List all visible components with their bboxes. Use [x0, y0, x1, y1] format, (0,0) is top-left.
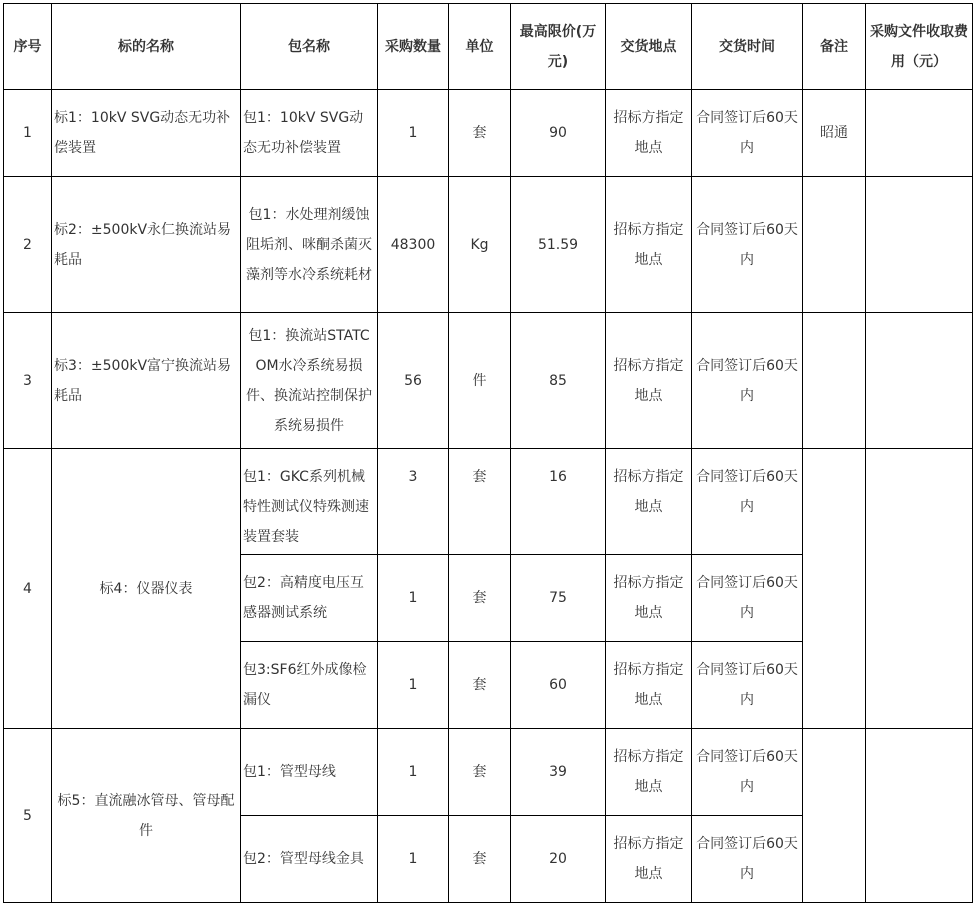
- header-quantity: 采购数量: [378, 4, 449, 90]
- cell-price-limit: 20: [511, 816, 606, 903]
- cell-seq: 3: [4, 313, 52, 449]
- cell-price-limit: 85: [511, 313, 606, 449]
- cell-package-name: 包1：水处理剂缓蚀阻垢剂、咪酮杀菌灭藻剂等水冷系统耗材: [241, 177, 378, 313]
- procurement-table: [3, 3, 973, 903]
- cell-delivery-time: 合同签订后60天内: [692, 816, 803, 903]
- cell-unit: 套: [449, 729, 511, 816]
- cell-delivery-place: 招标方指定地点: [606, 555, 692, 642]
- header-delivery-time: 交货时间: [692, 4, 803, 90]
- table-row: [4, 313, 973, 449]
- header-price-limit: 最高限价(万元): [511, 4, 606, 90]
- cell-delivery-place: 招标方指定地点: [606, 642, 692, 729]
- cell-quantity: 1: [378, 729, 449, 816]
- cell-package-name: 包1：换流站STATCOM水冷系统易损件、换流站控制保护系统易损件: [241, 313, 378, 449]
- cell-seq: 1: [4, 90, 52, 177]
- cell-unit: 套: [449, 449, 511, 555]
- cell-lot-name: 标4：仪器仪表: [52, 449, 241, 729]
- cell-delivery-place: 招标方指定地点: [606, 729, 692, 816]
- cell-delivery-time: 合同签订后60天内: [692, 642, 803, 729]
- cell-package-name: 包3:SF6红外成像检漏仪: [241, 642, 378, 729]
- cell-price-limit: 39: [511, 729, 606, 816]
- table-row: [4, 90, 973, 177]
- cell-delivery-place: 招标方指定地点: [606, 177, 692, 313]
- cell-package-name: 包2：管型母线金具: [241, 816, 378, 903]
- cell-doc-fee: [866, 729, 973, 903]
- cell-unit: Kg: [449, 177, 511, 313]
- cell-delivery-time: 合同签订后60天内: [692, 555, 803, 642]
- cell-delivery-place: 招标方指定地点: [606, 449, 692, 555]
- cell-delivery-place: 招标方指定地点: [606, 313, 692, 449]
- cell-seq: 4: [4, 449, 52, 729]
- cell-delivery-time: 合同签订后60天内: [692, 449, 803, 555]
- header-unit: 单位: [449, 4, 511, 90]
- cell-unit: 套: [449, 90, 511, 177]
- header-doc-fee: 采购文件收取费用（元）: [866, 4, 973, 90]
- cell-seq: 5: [4, 729, 52, 903]
- cell-lot-name: 标2：±500kV永仁换流站易耗品: [52, 177, 241, 313]
- cell-quantity: 56: [378, 313, 449, 449]
- cell-price-limit: 60: [511, 642, 606, 729]
- cell-package-name: 包2：高精度电压互感器测试系统: [241, 555, 378, 642]
- cell-quantity: 48300: [378, 177, 449, 313]
- cell-doc-fee: [866, 449, 973, 729]
- cell-delivery-place: 招标方指定地点: [606, 816, 692, 903]
- header-seq: 序号: [4, 4, 52, 90]
- cell-doc-fee: [866, 177, 973, 313]
- cell-seq: 2: [4, 177, 52, 313]
- cell-lot-name: 标3：±500kV富宁换流站易耗品: [52, 313, 241, 449]
- cell-delivery-time: 合同签订后60天内: [692, 177, 803, 313]
- table-row: [4, 729, 973, 816]
- cell-quantity: 1: [378, 816, 449, 903]
- cell-price-limit: 51.59: [511, 177, 606, 313]
- cell-package-name: 包1：10kV SVG动态无功补偿装置: [241, 90, 378, 177]
- cell-quantity: 1: [378, 555, 449, 642]
- header-lot-name: 标的名称: [52, 4, 241, 90]
- cell-price-limit: 75: [511, 555, 606, 642]
- cell-lot-name: 标1：10kV SVG动态无功补偿装置: [52, 90, 241, 177]
- cell-quantity: 3: [378, 449, 449, 555]
- cell-package-name: 包1：管型母线: [241, 729, 378, 816]
- cell-remarks: [803, 177, 866, 313]
- cell-remarks: 昭通: [803, 90, 866, 177]
- cell-unit: 件: [449, 313, 511, 449]
- cell-remarks: [803, 449, 866, 729]
- cell-delivery-place: 招标方指定地点: [606, 90, 692, 177]
- header-package-name: 包名称: [241, 4, 378, 90]
- header-remarks: 备注: [803, 4, 866, 90]
- cell-price-limit: 16: [511, 449, 606, 555]
- cell-unit: 套: [449, 816, 511, 903]
- table-row: [4, 177, 973, 313]
- cell-price-limit: 90: [511, 90, 606, 177]
- cell-doc-fee: [866, 313, 973, 449]
- cell-remarks: [803, 729, 866, 903]
- cell-unit: 套: [449, 642, 511, 729]
- table-row: [4, 449, 973, 555]
- header-delivery-place: 交货地点: [606, 4, 692, 90]
- cell-doc-fee: [866, 90, 973, 177]
- cell-delivery-time: 合同签订后60天内: [692, 313, 803, 449]
- cell-unit: 套: [449, 555, 511, 642]
- cell-lot-name: 标5：直流融冰管母、管母配件: [52, 729, 241, 903]
- cell-remarks: [803, 313, 866, 449]
- cell-quantity: 1: [378, 642, 449, 729]
- cell-quantity: 1: [378, 90, 449, 177]
- cell-delivery-time: 合同签订后60天内: [692, 90, 803, 177]
- cell-package-name: 包1：GKC系列机械特性测试仪特殊测速装置套装: [241, 449, 378, 555]
- cell-delivery-time: 合同签订后60天内: [692, 729, 803, 816]
